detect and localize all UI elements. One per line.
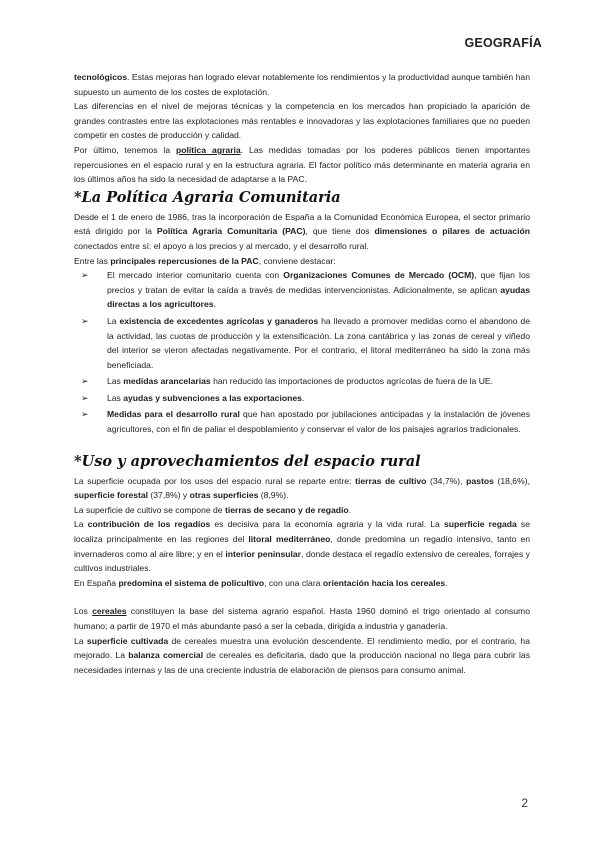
rural-paragraph-2: La superficie de cultivo se compone de tierras de secano y de regadío. [74, 504, 352, 515]
list-item [74, 314, 530, 372]
pac-paragraph-1: Desde el 1 de enero de 1986, tras la incorporación de España a la Comunidad Económica Europea, el sector primario está dirigido por la Política Agraria Comunitaria (PAC), que tiene dos dimensiones o pilares de actuación conectados entre sí: el apoyo a los precios y al mercado, y el desarrollo rural. [74, 211, 530, 251]
pac-paragraph-2: Entre las principales repercusiones de la PAC, conviene destacar: [74, 255, 336, 266]
rural-paragraph-6: La superficie cultivada de cereales muestra una evolución descendente. El rendimiento medio, por el contrario, ha mejorado. La balanza comercial de cereales es deficitaria, dado que la producción nacional no llega para cubrir las necesidades internas y las de una creciente industria de elaboración de piensos para consumo animal. [74, 635, 530, 675]
list-item-text: Medidas para el desarrollo rural que han apostado por jubilaciones anticipadas y la instalación de jóvenes agricultores, con el fin de paliar el despoblamiento y conservar el valor de los paisajes agrarios tradicionales. [107, 409, 530, 435]
intro-paragraph-3: Por último, tenemos la política agraria. Las medidas tomadas por los poderes públicos tienen importantes repercusiones en el espacio rural y en la estructura agraria. El factor político más determinante en materia agraria en los últimos años ha sido la necesidad de adaptarse a la PAC. [74, 144, 530, 185]
rural-paragraph-1: La superficie ocupada por los usos del espacio rural se reparte entre: tierras de cultivo (34,7%), pastos (18,6%), superficie forestal (37,8%) y otras superficies (8,9%). [74, 475, 530, 501]
arrow-bullet-icon: ➢ [81, 392, 89, 403]
list-item-text: Las ayudas y subvenciones a las exportaciones. [107, 392, 305, 403]
rural-paragraph-4: En España predomina el sistema de policultivo, con una clara orientación hacia los cereales. [74, 577, 448, 588]
arrow-bullet-icon: ➢ [81, 315, 89, 326]
section-heading-rural-use: *Uso y aprovechamientos del espacio rural [74, 452, 421, 470]
list-item [74, 407, 530, 436]
list-item-text: La existencia de excedentes agrícolas y ganaderos ha llevado a promover medidas como el abandono de la actividad, las cuotas de producción y la extensificación. La zona cantábrica y las zonas de cereal y viñedo del interior se vieron afectadas negativamente. Por el contrario, el litoral mediterráneo ha sido la zona más beneficiada. [107, 315, 530, 370]
list-item [74, 391, 530, 406]
section-heading-pac: *La Política Agraria Comunitaria [74, 188, 341, 206]
page-content [74, 70, 530, 677]
list-item [74, 374, 530, 389]
page-header-title: GEOGRAFÍA [464, 36, 542, 50]
intro-paragraph-1: tecnológicos. Estas mejoras han logrado elevar notablemente los rendimientos y la productividad aunque también han supuesto un aumento de los costes de explotación. [74, 72, 530, 97]
pac-bullet-list [74, 268, 530, 437]
page-number: 2 [521, 796, 528, 810]
list-item-text: El mercado interior comunitario cuenta con Organizaciones Comunes de Mercado (OCM), que fijan los precios y tratan de evitar la caída a través de medidas intervencionistas. Adicionalmente, se aplican ayudas directas a los agricultores. [107, 270, 531, 310]
rural-paragraph-3: La contribución de los regadíos es decisiva para la economía agraria y la vida rural. La superficie regada se localiza principalmente en las regiones del litoral mediterráneo, donde predomina un regadío intensivo, tanto en invernaderos como al aire libre; y en el interior peninsular, donde destaca el regadío extensivo de cereales, forrajes y cultivos industriales. [74, 519, 531, 574]
rural-paragraph-5: Los cereales constituyen la base del sistema agrario español. Hasta 1960 dominó el trigo orientado al consumo humano; a partir de 1970 el más abundante pasó a ser la cebada, dirigida a industria y ganadería. [74, 606, 530, 631]
list-item [74, 268, 530, 312]
intro-paragraph-2: Las diferencias en el nivel de mejoras técnicas y la competencia en los mercados han propiciado la aparición de grandes contrastes entre las explotaciones más rentables e innovadoras y las explotaciones familiares que no pueden competir en costes de producción y calidad. [74, 101, 530, 141]
arrow-bullet-icon: ➢ [81, 376, 89, 387]
arrow-bullet-icon: ➢ [81, 409, 89, 420]
arrow-bullet-icon: ➢ [81, 270, 89, 281]
spacer [74, 590, 530, 604]
list-item-text: Las medidas arancelarias han reducido las importaciones de productos agrícolas de fuera de la UE. [107, 376, 494, 387]
